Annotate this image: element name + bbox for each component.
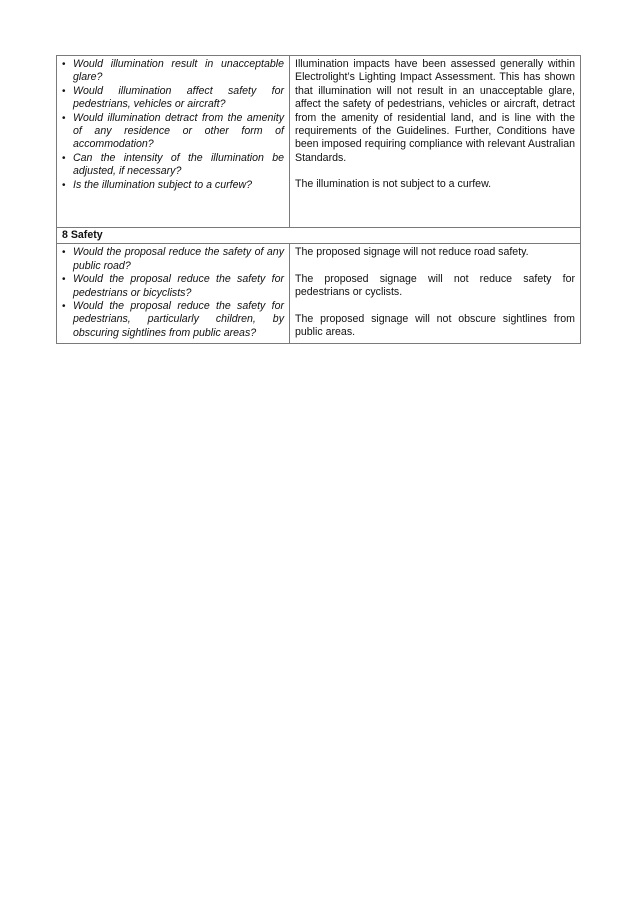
- illumination-answer: The illumination is not subject to a curfew.: [295, 178, 492, 191]
- safety-questions-cell: [57, 244, 290, 344]
- safety-question: • Would the proposal reduce the safety of any public road?: [62, 246, 284, 273]
- section-heading-safety: 8 Safety: [57, 228, 581, 244]
- illumination-question: • Would illumination result in unacceptable glare?: [62, 58, 284, 85]
- safety-question: • Would the proposal reduce the safety for pedestrians, particularly children, by obscuring sightlines from public areas?: [62, 300, 284, 340]
- safety-answer: The proposed signage will not reduce safety for pedestrians or cyclists.: [295, 272, 575, 299]
- illumination-question: • Would illumination affect safety for pedestrians, vehicles or aircraft?: [62, 85, 284, 112]
- illumination-row: [57, 56, 581, 228]
- safety-row: [57, 244, 581, 344]
- safety-answers-cell: [290, 244, 581, 344]
- illumination-question: • Can the intensity of the illumination be adjusted, if necessary?: [62, 152, 284, 179]
- safety-question: • Would the proposal reduce the safety for pedestrians or bicyclists?: [62, 273, 284, 300]
- safety-question-list: [62, 246, 284, 340]
- safety-answer: The proposed signage will not obscure sightlines from public areas.: [295, 312, 575, 339]
- illumination-question: • Is the illumination subject to a curfew?: [62, 179, 284, 192]
- assessment-table: [56, 55, 581, 344]
- section-heading-row: [57, 228, 581, 244]
- illumination-question: • Would illumination detract from the amenity of any residence or other form of accommodation?: [62, 112, 284, 152]
- safety-answer: The proposed signage will not reduce road safety.: [295, 246, 529, 259]
- illumination-question-list: [62, 58, 284, 192]
- illumination-answer: Illumination impacts have been assessed generally within Electrolight’s Lighting Impact Assessment. This has shown that illumination will not result in an unacceptable glare, affect the safety of pedestrians, vehicles or aircraft, detract from the amenity of residential land, and is line with the requirements of the Guidelines. Further, Conditions have been imposed requiring compliance with relevant Australian Standards.: [295, 58, 575, 164]
- illumination-questions-cell: [57, 56, 290, 228]
- illumination-answers-cell: [290, 56, 581, 228]
